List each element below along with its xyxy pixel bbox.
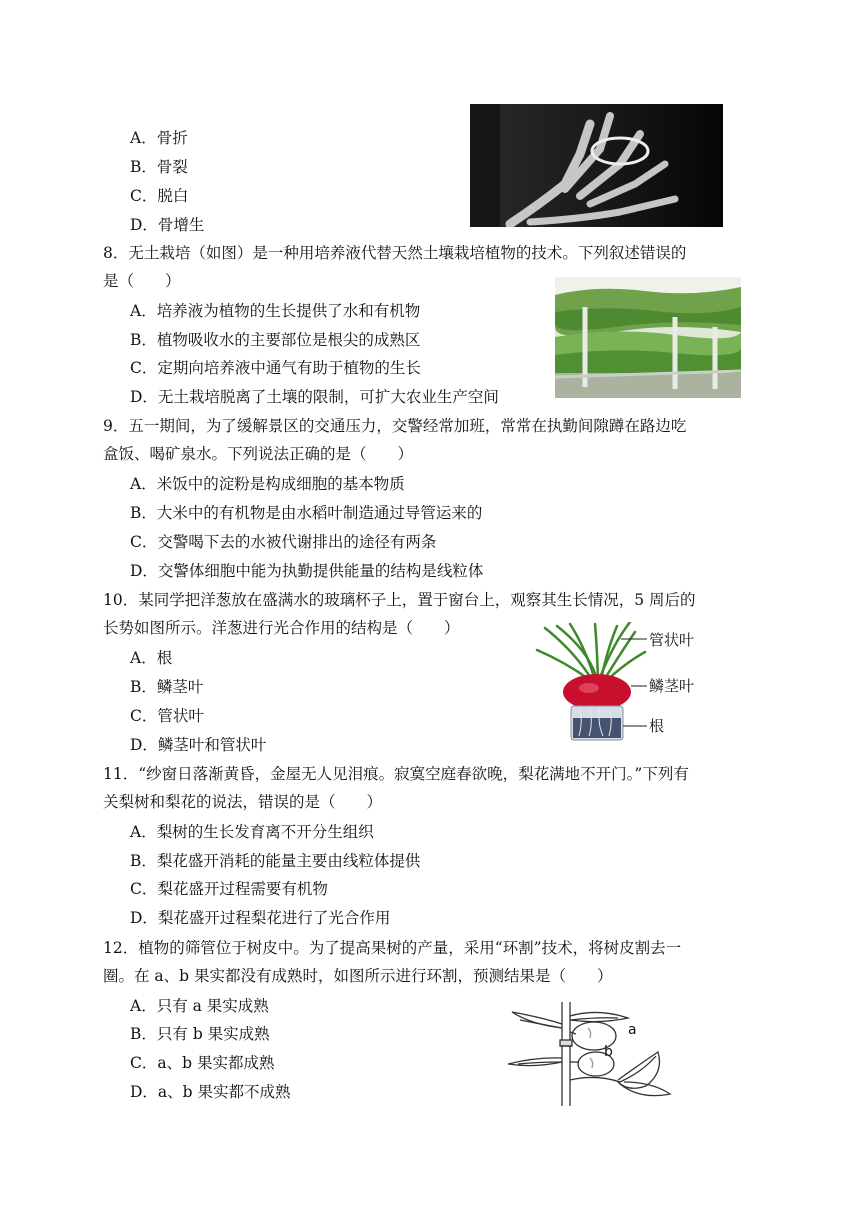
q10-option-b: B．鳞茎叶 [130,678,204,696]
q12-option-d: D．a、b 果实都不成熟 [130,1083,291,1101]
q9-option-d: D．交警体细胞中能为执勤提供能量的结构是线粒体 [130,562,484,580]
q12-stem-line2: 圈。在 a、b 果实都没有成熟时，如图所示进行环割，预测结果是（ ） [103,967,613,985]
q9-stem-line1: 9．五一期间，为了缓解景区的交通压力，交警经常加班，常常在执勤间隙蹲在路边吃 [103,417,687,435]
q8-option-c: C．定期向培养液中通气有助于植物的生长 [130,359,421,377]
onion-label-bulb-leaf: 鳞茎叶 [649,677,695,695]
q7-option-c: C．脱白 [130,187,189,205]
q10-stem-line2: 长势如图所示。洋葱进行光合作用的结构是（ ） [103,619,460,637]
q9-option-c: C．交警喝下去的水被代谢排出的途径有两条 [130,533,437,551]
q8-option-b: B．植物吸收水的主要部位是根尖的成熟区 [130,331,421,349]
q10-option-d: D．鳞茎叶和管状叶 [130,736,267,754]
onion-label-root: 根 [649,717,665,735]
q8-option-d: D．无土栽培脱离了土壤的限制，可扩大农业生产空间 [130,388,499,406]
q10-option-a: A．根 [130,649,173,667]
hydroponics-photo [555,277,741,398]
q9-stem-line2: 盒饭、喝矿泉水。下列说法正确的是（ ） [103,445,414,463]
q7-option-b: B．骨裂 [130,158,188,176]
q11-option-b: B．梨花盛开消耗的能量主要由线粒体提供 [130,852,421,870]
fruit-label-b: b [604,1044,613,1060]
q10-option-c: C．管状叶 [130,707,204,725]
q10-stem-line1: 10．某同学把洋葱放在盛满水的玻璃杯子上，置于窗台上，观察其生长情况，5 周后的 [103,591,696,609]
branch-girdling-figure [500,1002,690,1106]
onion-figure [535,622,750,744]
q12-stem-line1: 12．植物的筛管位于树皮中。为了提高果树的产量，采用“环割”技术，将树皮割去一 [103,939,682,957]
q8-option-a: A．培养液为植物的生长提供了水和有机物 [130,302,421,320]
onion-label-tubular-leaf: 管状叶 [649,631,695,649]
q8-stem-line2: 是（ ） [103,272,181,290]
q11-stem-line1: 11．“纱窗日落渐黄昏，金屋无人见泪痕。寂寞空庭春欲晚，梨花满地不开门。”下列有 [103,765,689,783]
q11-option-d: D．梨花盛开过程梨花进行了光合作用 [130,909,391,927]
q9-option-a: A．米饭中的淀粉是构成细胞的基本物质 [130,475,405,493]
q9-option-b: B．大米中的有机物是由水稻叶制造通过导管运来的 [130,504,483,522]
q12-option-c: C．a、b 果实都成熟 [130,1054,275,1072]
q11-stem-line2: 关梨树和梨花的说法，错误的是（ ） [103,793,383,811]
q11-option-c: C．梨花盛开过程需要有机物 [130,880,328,898]
xray-hand-figure [470,104,723,227]
q11-option-a: A．梨树的生长发育离不开分生组织 [130,823,374,841]
q7-option-a: A．骨折 [130,129,188,147]
q12-option-b: B．只有 b 果实成熟 [130,1025,270,1043]
fruit-label-a: a [628,1022,637,1038]
q8-stem-line1: 8．无土栽培（如图）是一种用培养液代替天然土壤栽培植物的技术。下列叙述错误的 [103,244,687,262]
q12-option-a: A．只有 a 果实成熟 [130,997,269,1015]
q7-option-d: D．骨增生 [130,216,205,234]
